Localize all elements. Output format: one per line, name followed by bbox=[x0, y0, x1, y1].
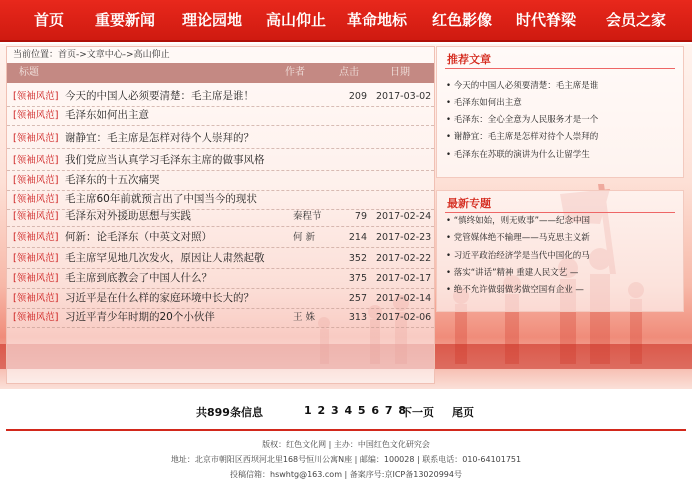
recommended-title: 推荐文章 bbox=[447, 53, 491, 66]
latest-title: 最新专题 bbox=[447, 197, 491, 210]
divider bbox=[445, 68, 675, 69]
table-row[interactable] bbox=[7, 129, 434, 149]
list-item[interactable]: • 绝不允许做弱做劣做空国有企业 — bbox=[446, 285, 584, 295]
row-category-tag[interactable]: [领袖风范] bbox=[13, 155, 59, 166]
list-item[interactable]: • 谢静宜：毛主席是怎样对待个人崇拜的 bbox=[446, 132, 599, 142]
row-clicks: 214 bbox=[348, 232, 367, 243]
table-row[interactable] bbox=[7, 171, 434, 191]
row-date: 2017-02-14 bbox=[376, 293, 432, 304]
total-count: 共899条信息 bbox=[196, 406, 263, 419]
row-title-link[interactable]: 毛主席到底教会了中国人什么？ bbox=[65, 272, 212, 284]
row-category-tag[interactable]: [领袖风范] bbox=[13, 211, 59, 222]
row-title-link[interactable]: 毛泽东对外援助思想与实践 bbox=[65, 210, 191, 222]
breadcrumb: 当前位置：首页->文章中心->高山仰止 bbox=[13, 50, 170, 60]
row-date: 2017-02-24 bbox=[376, 211, 432, 222]
footer-divider bbox=[6, 429, 686, 431]
row-title-link[interactable]: 毛主席60年前就预言出了中国当今的现状 bbox=[65, 193, 257, 205]
nav-members[interactable]: 会员之家 bbox=[606, 11, 667, 29]
row-date: 2017-02-06 bbox=[376, 312, 432, 323]
list-item[interactable]: • “慎终如始，则无败事”——纪念中国 bbox=[446, 216, 591, 226]
row-date: 2017-02-22 bbox=[376, 253, 432, 264]
latest-topics-panel bbox=[436, 190, 684, 312]
row-title-link[interactable]: 习近平是在什么样的家庭环境中长大的？ bbox=[65, 292, 254, 304]
footer-contact: 投稿信箱：hswhtg@163.com | 备案序号:京ICP备13020994号 bbox=[230, 470, 462, 479]
row-title-link[interactable]: 谢静宜：毛主席是怎样对待个人崇拜的？ bbox=[65, 132, 254, 144]
table-row[interactable] bbox=[7, 289, 434, 309]
row-author: 何 新 bbox=[293, 232, 316, 243]
row-category-tag[interactable]: [领袖风范] bbox=[13, 175, 59, 186]
row-date: 2017-02-23 bbox=[376, 232, 432, 243]
row-category-tag[interactable]: [领袖风范] bbox=[13, 273, 59, 284]
row-category-tag[interactable]: [领袖风范] bbox=[13, 110, 59, 121]
nav-admiration[interactable]: 高山仰止 bbox=[266, 11, 327, 29]
nav-home[interactable]: 首页 bbox=[34, 11, 65, 29]
divider bbox=[445, 212, 675, 213]
table-row[interactable] bbox=[7, 269, 434, 289]
list-item[interactable]: • 习近平政治经济学是当代中国化的马 bbox=[446, 251, 590, 261]
row-author: 秦程节 bbox=[293, 211, 322, 222]
row-category-tag[interactable]: [领袖风范] bbox=[13, 312, 59, 323]
table-row[interactable] bbox=[7, 308, 434, 328]
row-title-link[interactable]: 毛泽东的十五次痛哭 bbox=[65, 174, 160, 186]
table-header bbox=[7, 63, 434, 83]
table-row[interactable] bbox=[7, 207, 434, 227]
row-clicks: 79 bbox=[354, 211, 367, 222]
row-clicks: 257 bbox=[348, 293, 367, 304]
table-row[interactable] bbox=[7, 228, 434, 248]
nav-landmarks[interactable]: 革命地标 bbox=[347, 11, 408, 29]
list-item[interactable]: • 党管媒体绝不输理——马克思主义新 bbox=[446, 233, 590, 243]
row-clicks: 209 bbox=[348, 91, 367, 102]
list-item[interactable]: • 毛泽东如何出主意 bbox=[446, 98, 522, 108]
row-category-tag[interactable]: [领袖风范] bbox=[13, 133, 59, 144]
row-title-link[interactable]: 习近平青少年时期的20个小伙伴 bbox=[65, 311, 215, 323]
row-category-tag[interactable]: [领袖风范] bbox=[13, 232, 59, 243]
nav-theory[interactable]: 理论园地 bbox=[182, 11, 243, 29]
header-clicks: 点击 bbox=[339, 67, 359, 78]
row-date: 2017-02-17 bbox=[376, 273, 432, 284]
row-clicks: 313 bbox=[348, 312, 367, 323]
page-numbers[interactable]: 1 2 3 4 5 6 7 8 bbox=[304, 404, 408, 417]
row-category-tag[interactable]: [领袖风范] bbox=[13, 91, 59, 102]
row-title-link[interactable]: 毛泽东如何出主意 bbox=[65, 109, 149, 121]
nav-news[interactable]: 重要新闻 bbox=[95, 11, 156, 29]
nav-backbone[interactable]: 时代脊梁 bbox=[516, 11, 577, 29]
table-row[interactable] bbox=[7, 87, 434, 107]
row-category-tag[interactable]: [领袖风范] bbox=[13, 194, 59, 205]
row-title-link[interactable]: 毛主席罕见地几次发火，原因让人肃然起敬 bbox=[65, 252, 265, 264]
list-item[interactable]: • 毛泽东：全心全意为人民服务才是一个 bbox=[446, 115, 599, 125]
row-category-tag[interactable]: [领袖风范] bbox=[13, 253, 59, 264]
footer-address: 地址：北京市朝阳区西坝河北里168号恒川公寓N座 | 邮编：100028 | 联系电话：010-64101751 bbox=[170, 455, 522, 464]
header-date: 日期 bbox=[390, 67, 410, 78]
row-title-link[interactable]: 何新：论毛泽东（中英文对照） bbox=[65, 231, 212, 243]
next-page-link[interactable]: 下一页 bbox=[401, 406, 434, 419]
row-title-link[interactable]: 我们党应当认真学习毛泽东主席的做事风格 bbox=[65, 154, 265, 166]
list-item[interactable]: • 今天的中国人必须要清楚：毛主席是谁 bbox=[446, 81, 599, 91]
footer-copyright: 版权：红色文化网 | 主办：中国红色文化研究会 bbox=[262, 440, 430, 449]
article-list-panel bbox=[6, 46, 435, 384]
row-author: 王 姝 bbox=[293, 312, 316, 323]
header-title: 标题 bbox=[19, 67, 39, 78]
header-author: 作者 bbox=[285, 67, 305, 78]
table-row[interactable] bbox=[7, 106, 434, 126]
row-category-tag[interactable]: [领袖风范] bbox=[13, 293, 59, 304]
row-date: 2017-03-02 bbox=[376, 91, 432, 102]
nav-images[interactable]: 红色影像 bbox=[432, 11, 493, 29]
row-title-link[interactable]: 今天的中国人必须要清楚：毛主席是谁！ bbox=[65, 90, 254, 102]
recommended-panel bbox=[436, 46, 684, 178]
list-item[interactable]: • 落实“讲话”精神 重建人民文艺 — bbox=[446, 268, 579, 278]
last-page-link[interactable]: 尾页 bbox=[452, 406, 474, 419]
table-row[interactable] bbox=[7, 151, 434, 171]
table-row[interactable] bbox=[7, 249, 434, 269]
row-clicks: 375 bbox=[348, 273, 367, 284]
row-clicks: 352 bbox=[348, 253, 367, 264]
list-item[interactable]: • 毛泽东在苏联的演讲为什么让留学生 bbox=[446, 150, 590, 160]
top-nav bbox=[0, 0, 692, 42]
